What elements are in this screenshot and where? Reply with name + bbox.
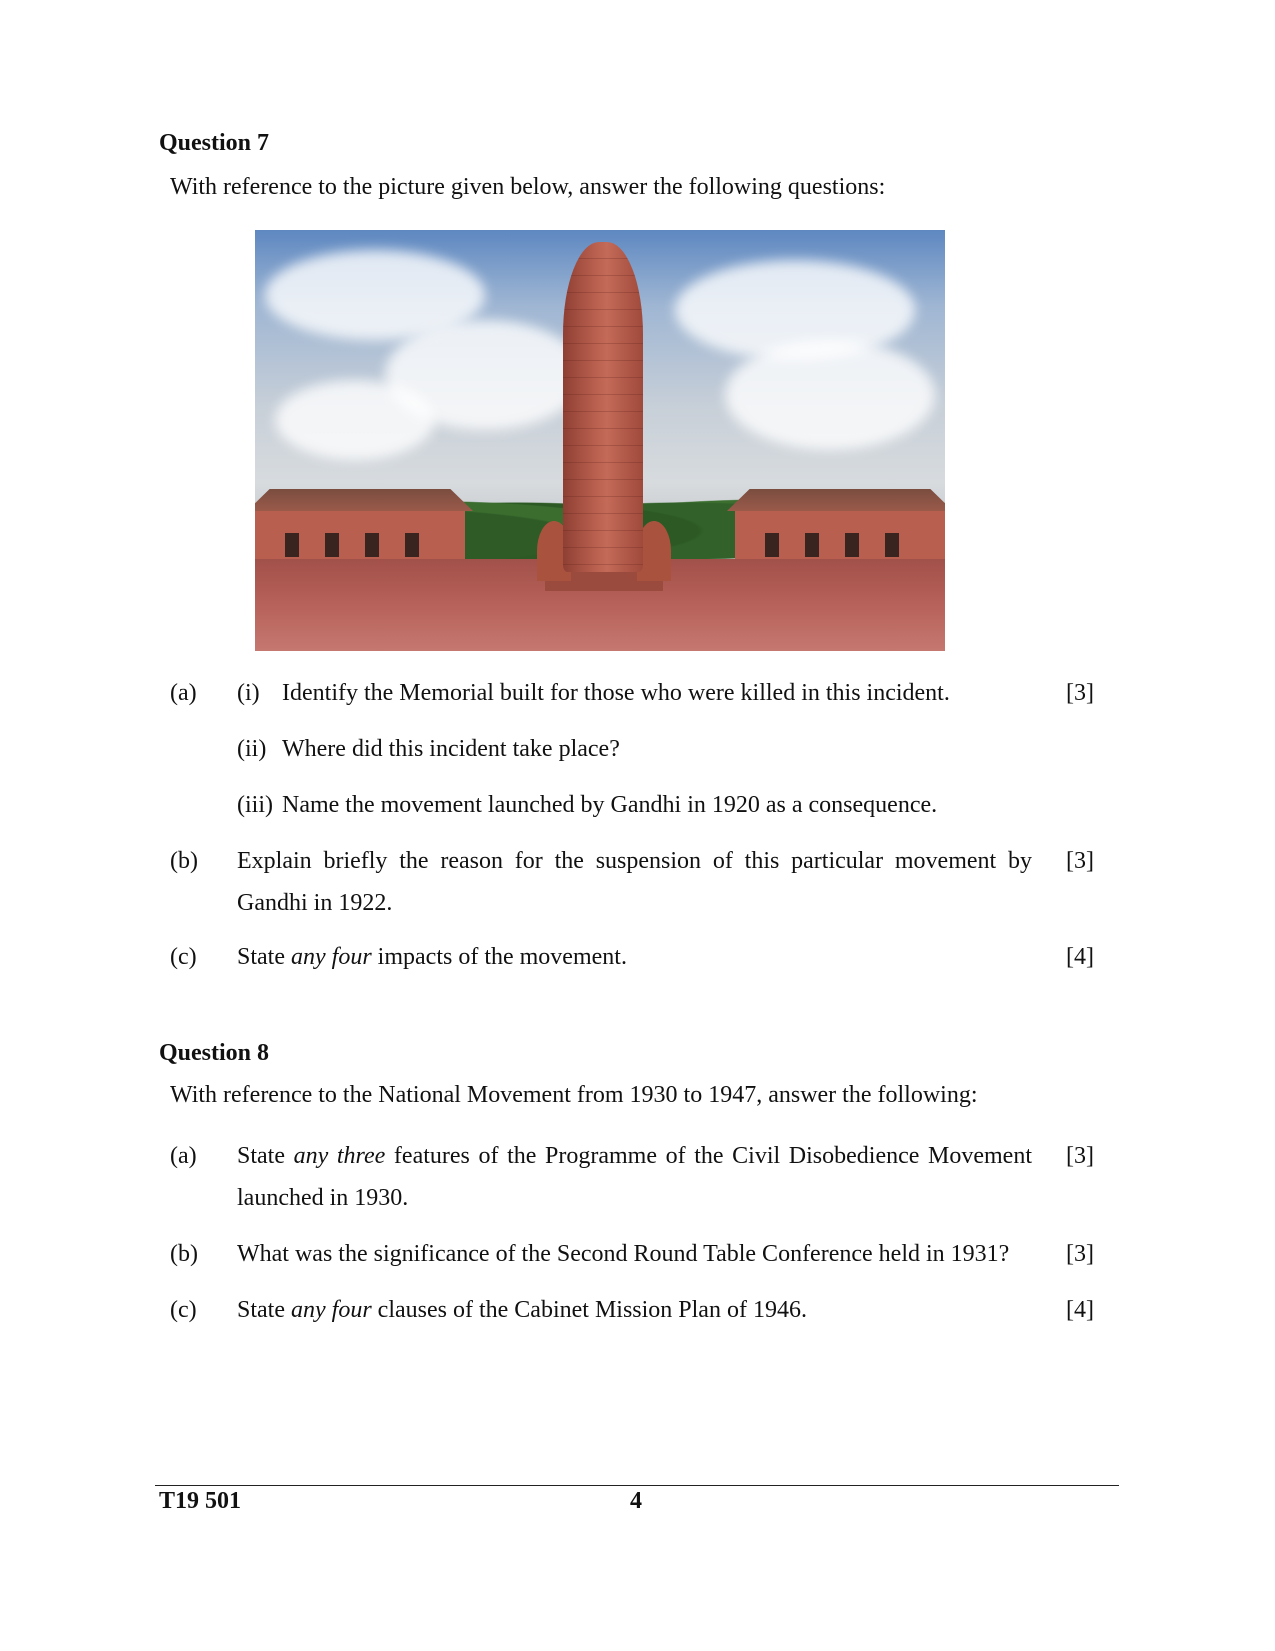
q7-a-i-label: (i) <box>237 680 260 706</box>
q8-b-label: (b) <box>170 1241 198 1267</box>
footer-rule <box>155 1485 1119 1486</box>
q7-b-text <box>237 840 1032 924</box>
q8-a-text <box>237 1135 1032 1219</box>
q8-a-label: (a) <box>170 1143 197 1169</box>
question-7-heading: Question 7 <box>159 130 270 156</box>
q8-c-text: State any four clauses of the Cabinet Mission Plan of 1946. <box>237 1297 807 1323</box>
q7-b-label: (b) <box>170 848 198 874</box>
paper-code: T19 501 <box>159 1488 242 1514</box>
q7-a-i-text: Identify the Memorial built for those who were killed in this incident. <box>282 680 950 706</box>
q8-b-text: What was the significance of the Second Round Table Conference held in 1931? <box>237 1241 1010 1267</box>
q8-c-label: (c) <box>170 1297 197 1323</box>
memorial-photo <box>255 230 945 651</box>
question-8-intro: With reference to the National Movement from 1930 to 1947, answer the following: <box>170 1082 978 1108</box>
q7-b-marks: [3] <box>1066 848 1094 874</box>
q7-a-iii-text: Name the movement launched by Gandhi in 1920 as a consequence. <box>282 792 938 818</box>
q7-a-marks: [3] <box>1066 680 1094 706</box>
q7-c-label: (c) <box>170 944 197 970</box>
q8-a-marks: [3] <box>1066 1143 1094 1169</box>
q8-b-marks: [3] <box>1066 1241 1094 1267</box>
q8-c-marks: [4] <box>1066 1297 1094 1323</box>
q8-a-line2: launched in 1930. <box>237 1185 409 1211</box>
q8-a-line1: State any three features of the Programme of the Civil Disobedience Movement <box>237 1143 1033 1169</box>
q7-c-text: State any four impacts of the movement. <box>237 944 627 970</box>
q7-a-label: (a) <box>170 680 197 706</box>
q7-a-ii-text: Where did this incident take place? <box>282 736 620 762</box>
q7-b-line2: Gandhi in 1922. <box>237 890 393 916</box>
question-8-heading: Question 8 <box>159 1040 270 1066</box>
q7-b-line1: Explain briefly the reason for the suspension of this particular movement by <box>237 848 1032 874</box>
question-7-intro: With reference to the picture given below, answer the following questions: <box>170 174 886 200</box>
page-number: 4 <box>630 1488 642 1514</box>
q7-c-marks: [4] <box>1066 944 1094 970</box>
q7-a-iii-label: (iii) <box>237 792 273 818</box>
q7-a-ii-label: (ii) <box>237 736 267 762</box>
